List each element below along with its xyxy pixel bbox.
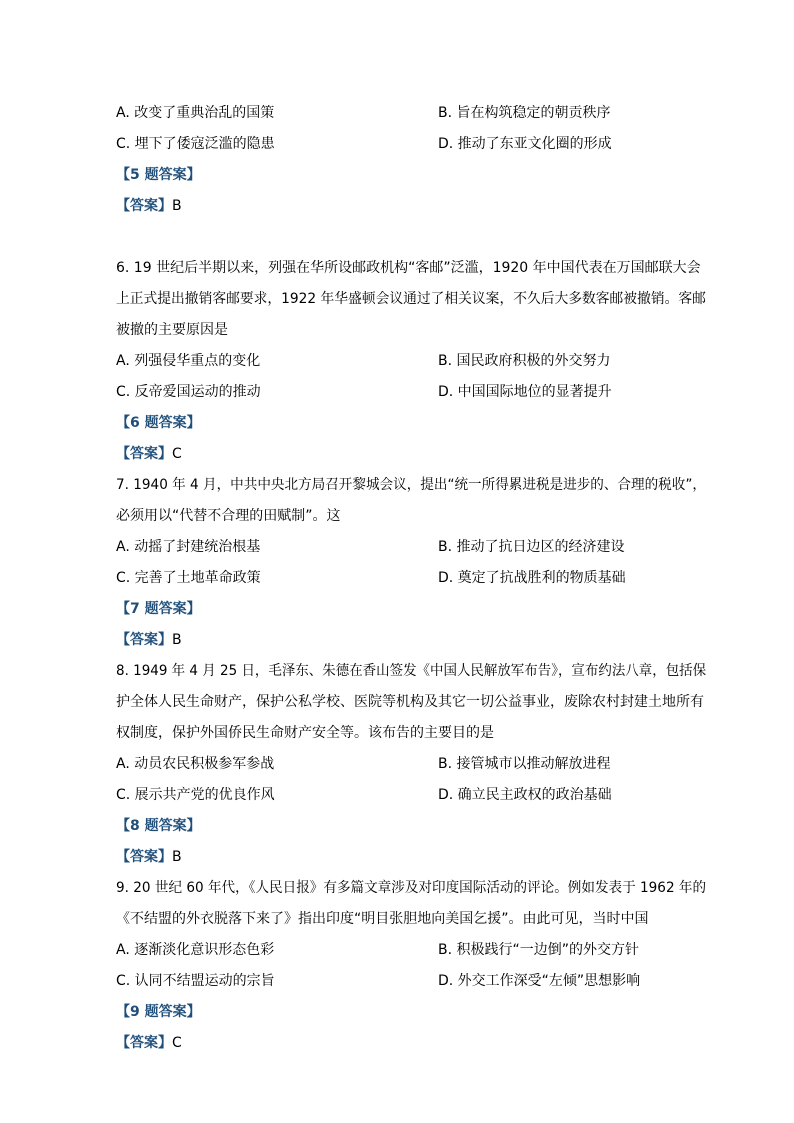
q9-option-a: A. 逐渐淡化意识形态色彩	[116, 942, 275, 958]
q6-stem-line-1: 6. 19 世纪后半期以来，列强在华所设邮政机构“客邮”泛滥，1920 年中国代表在万国邮联大会	[116, 260, 701, 276]
q8-option-d: D. 确立民主政权的政治基础	[438, 787, 612, 803]
q8-answer-value: B	[172, 849, 182, 865]
q6-option-a: A. 列强侵华重点的变化	[116, 353, 261, 369]
q9-option-b: B. 积极践行“一边倒”的外交方针	[438, 942, 640, 958]
q8-option-c: C. 展示共产党的优良作风	[116, 787, 275, 803]
q6-answer-label: 【答案】	[116, 446, 172, 462]
q6-stem-line-2: 上正式提出撤销客邮要求，1922 年华盛顿会议通过了相关议案，不久后大多数客邮被撤销。客邮	[116, 291, 706, 307]
q7-answer-value: B	[172, 632, 182, 648]
q6-answer-header: 【6 题答案】	[116, 415, 201, 431]
q7-stem-line-1: 7. 1940 年 4 月，中共中央北方局召开黎城会议，提出“统一所得累进税是进步的、合理的税收”，	[116, 477, 706, 493]
q8-answer	[116, 848, 182, 866]
q7-option-b: B. 推动了抗日边区的经济建设	[438, 539, 625, 555]
q9-answer	[116, 1034, 182, 1052]
q7-option-a: A. 动摇了封建统治根基	[116, 539, 261, 555]
q8-answer-header: 【8 题答案】	[116, 818, 201, 834]
q7-option-c: C. 完善了土地革命政策	[116, 570, 261, 586]
q6-stem-line-3: 被撤的主要原因是	[116, 322, 228, 338]
q5-answer-label: 【答案】	[116, 198, 172, 214]
q8-stem-line-1: 8. 1949 年 4 月 25 日，毛泽东、朱德在香山签发《中国人民解放军布告》，宣布约法八章，包括保	[116, 663, 707, 679]
q5-option-d: D. 推动了东亚文化圈的形成	[438, 136, 612, 152]
q7-answer-header: 【7 题答案】	[116, 601, 201, 617]
q9-answer-header: 【9 题答案】	[116, 1004, 201, 1020]
q9-stem-line-1: 9. 20 世纪 60 年代，《人民日报》有多篇文章涉及对印度国际活动的评论。例如发表于 1962 年的	[116, 880, 707, 896]
q8-answer-label: 【答案】	[116, 849, 172, 865]
q8-option-a: A. 动员农民积极参军参战	[116, 756, 275, 772]
q5-option-a: A. 改变了重典治乱的国策	[116, 105, 275, 121]
q9-option-c: C. 认同不结盟运动的宗旨	[116, 973, 275, 989]
q9-stem-line-2: 《不结盟的外衣脱落下来了》指出印度“明目张胆地向美国乞援”。由此可见，当时中国	[116, 911, 649, 927]
q6-answer-value: C	[172, 446, 182, 462]
q5-answer	[116, 197, 182, 215]
q8-stem-line-3: 权制度，保护外国侨民生命财产安全等。该布告的主要目的是	[116, 725, 494, 741]
q6-option-b: B. 国民政府积极的外交努力	[438, 353, 611, 369]
q5-option-c: C. 埋下了倭寇泛滥的隐患	[116, 136, 275, 152]
q7-answer	[116, 631, 182, 649]
q5-answer-header: 【5 题答案】	[116, 167, 201, 183]
q9-answer-label: 【答案】	[116, 1035, 172, 1051]
q7-option-d: D. 奠定了抗战胜利的物质基础	[438, 570, 626, 586]
q5-option-b: B. 旨在构筑稳定的朝贡秩序	[438, 105, 611, 121]
q5-answer-value: B	[172, 198, 182, 214]
q8-stem-line-2: 护全体人民生命财产，保护公私学校、医院等机构及其它一切公益事业，废除农村封建土地所有	[116, 694, 704, 710]
q6-option-c: C. 反帝爱国运动的推动	[116, 384, 261, 400]
q6-answer	[116, 445, 182, 463]
q7-stem-line-2: 必须用以“代替不合理的田赋制”。这	[116, 508, 341, 524]
q8-option-b: B. 接管城市以推动解放进程	[438, 756, 611, 772]
q6-option-d: D. 中国国际地位的显著提升	[438, 384, 612, 400]
q7-answer-label: 【答案】	[116, 632, 172, 648]
q9-answer-value: C	[172, 1035, 182, 1051]
q9-option-d: D. 外交工作深受“左倾”思想影响	[438, 973, 641, 989]
